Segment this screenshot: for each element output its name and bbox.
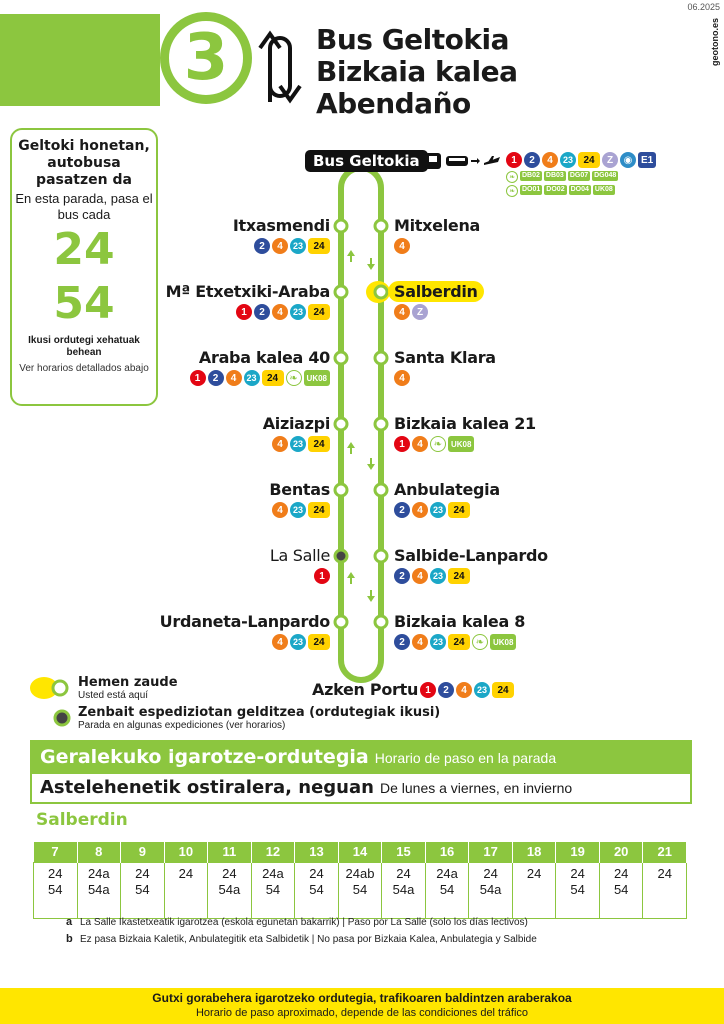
stop-marker	[375, 484, 387, 496]
partial-stop-marker	[335, 550, 347, 562]
down-arrow-icon	[367, 258, 375, 270]
issue-date: 06.2025	[687, 2, 720, 12]
up-arrow-icon	[347, 250, 355, 262]
stop-name: Bizkaia kalea 21	[394, 414, 536, 433]
line-badge: UK08	[448, 436, 474, 452]
hour-header: 18	[512, 842, 556, 862]
legend-partial: Zenbait espediziotan gelditzea (ordutegiak ikusi) Parada en algunas expediciones (ver horarios)	[78, 705, 441, 731]
up-arrow-icon	[347, 442, 355, 454]
line-badge: 23	[290, 238, 306, 254]
line-badge: 24	[308, 238, 330, 254]
stop-marker	[335, 484, 347, 496]
line-badge: 4	[272, 238, 288, 254]
line-badge: 23	[430, 634, 446, 650]
bizkaibus-icon: ◉	[620, 152, 636, 168]
minutes-cell: 24a 54a	[77, 862, 121, 918]
stop-lines	[394, 436, 474, 452]
route-tag: UK08	[594, 186, 613, 193]
stop-name: La Salle	[269, 546, 330, 565]
stop-name: Mª Etxetxiki-Araba	[165, 282, 330, 301]
route-map	[0, 140, 724, 700]
line-badge: 2	[438, 682, 454, 698]
line-badge: 2	[394, 568, 410, 584]
stop-name: Urdaneta-Lanpardo	[159, 612, 330, 631]
stop-lines	[236, 304, 330, 320]
line-badge: 2	[394, 502, 410, 518]
line-badge: 4	[394, 304, 410, 320]
timetable	[33, 842, 687, 919]
frequency-title-eu: Geltoki honetan, autobusa pasatzen da	[18, 138, 150, 188]
hour-header: 10	[164, 842, 208, 862]
down-arrow-icon	[367, 458, 375, 470]
frequency-note-eu: Ikusi ordutegi xehatuak behean	[28, 335, 140, 358]
hour-header: 20	[599, 842, 643, 862]
line-badge: 24	[492, 682, 514, 698]
note-b: b Ez pasa Bizkaia Kaletik, Anbulategitik eta Salbidetik | No pasa por Bizkaia Kalea, Anbulategia y Salbide	[66, 933, 537, 945]
minutes-cell: 24 54	[121, 862, 165, 918]
line-badge: 23	[290, 304, 306, 320]
hour-header: 12	[251, 842, 295, 862]
stop-marker	[375, 286, 387, 298]
route-title: Bus Geltokia Bizkaia kalea Abendaño	[316, 23, 518, 120]
line-badge: 23	[290, 436, 306, 452]
stop-name: Santa Klara	[394, 348, 496, 367]
line-badge: 23	[430, 502, 446, 518]
hour-header: 19	[556, 842, 600, 862]
line-number-badge: 3	[160, 12, 252, 104]
hour-header: 11	[208, 842, 252, 862]
footer-disclaimer: Gutxi gorabehera igarotzeko ordutegia, trafikoaren baldintzen araberakoa Horario de paso aproximado, depende de las condiciones del tráfico	[0, 988, 724, 1024]
line-badge: 24	[308, 634, 330, 650]
stop-marker	[335, 286, 347, 298]
minutes-cell: 24 54	[34, 862, 78, 918]
route-tag: DO01	[522, 186, 541, 193]
hour-header: 15	[382, 842, 426, 862]
hour-header: 16	[425, 842, 469, 862]
line-badge: 4	[412, 634, 428, 650]
line-badge: 4	[226, 370, 242, 386]
legend-here: Hemen zaude Usted está aquí	[78, 675, 178, 701]
stop-lines	[314, 568, 330, 584]
you-are-here-icon	[30, 676, 72, 700]
stop-name: Anbulategia	[394, 480, 500, 499]
line-badge: 1	[506, 152, 522, 168]
minutes-cell: 24 54a	[208, 862, 252, 918]
line-badge: 4	[412, 502, 428, 518]
minutes-cell: 24	[164, 862, 208, 918]
line-badge: 24	[578, 152, 600, 168]
line-badge: 4	[272, 502, 288, 518]
line-badge: 1	[420, 682, 436, 698]
stop-marker	[335, 220, 347, 232]
line-badge: UK08	[304, 370, 330, 386]
stop-lines	[272, 436, 330, 452]
line-badge: 4	[412, 436, 428, 452]
line-badge: 4	[412, 568, 428, 584]
hour-header: 14	[338, 842, 382, 862]
minutes-cell: 24 54a	[382, 862, 426, 918]
line-badge: 4	[272, 304, 288, 320]
stop-marker	[375, 550, 387, 562]
line-badge: 24	[308, 304, 330, 320]
note-a: a La Salle Ikastetxeatik igarotzea (eskola egunetan bakarrik) | Paso por La Salle (solo los días lectivos)	[66, 916, 528, 928]
line-badge: 23	[560, 152, 576, 168]
hour-header: 7	[34, 842, 78, 862]
line-badge: 2	[208, 370, 224, 386]
stop-name: Mitxelena	[394, 216, 481, 235]
minutes-cell: 24a 54	[251, 862, 295, 918]
line-badge: 23	[430, 568, 446, 584]
stop-lines	[394, 502, 470, 518]
line-badge: 24	[448, 502, 470, 518]
minutes-cell: 24 54	[295, 862, 339, 918]
transport-modes-icon	[424, 152, 502, 170]
down-arrow-icon	[367, 590, 375, 602]
minutes-cell: 24 54	[599, 862, 643, 918]
terminal-stop-label: Bus Geltokia	[305, 150, 428, 172]
line-badge: 2	[254, 238, 270, 254]
hour-header: 13	[295, 842, 339, 862]
route-tag: DB02	[522, 172, 540, 179]
line-badge: 4	[272, 634, 288, 650]
line-badge: 23	[290, 502, 306, 518]
line-badge: 1	[236, 304, 252, 320]
line-badge: 23	[474, 682, 490, 698]
line-badge: 4	[456, 682, 472, 698]
stop-lines	[394, 304, 428, 320]
stop-lines	[272, 502, 330, 518]
stop-marker	[375, 616, 387, 628]
route-tag: DO04	[570, 186, 589, 193]
line-badge: Z	[412, 304, 428, 320]
line-badge: 24	[308, 502, 330, 518]
line-badge: 2	[524, 152, 540, 168]
line-badge: E1	[638, 152, 656, 168]
schedule-stop-name: Salberdin	[36, 810, 128, 830]
stop-lines	[394, 634, 516, 650]
line-badge: 24	[262, 370, 284, 386]
line-badge: 23	[244, 370, 260, 386]
stop-name: Bentas	[269, 480, 330, 499]
up-arrow-icon	[347, 572, 355, 584]
minutes-cell: 24 54	[556, 862, 600, 918]
stop-name: Aiziazpi	[262, 414, 330, 433]
leaf-icon: ❧	[472, 634, 488, 650]
current-stop-name: Salberdin	[388, 281, 484, 302]
stop-marker	[375, 352, 387, 364]
minutes-cell: 24ab 54	[338, 862, 382, 918]
leaf-icon: ❧	[506, 185, 518, 197]
schedule-days: Astelehenetik ostiralera, neguan De lunes a viernes, en invierno	[30, 774, 692, 804]
line-badge: 1	[394, 436, 410, 452]
line-badge: 1	[190, 370, 206, 386]
schedule-title-bar: Geralekuko igarotze-ordutegia Horario de paso en la parada	[30, 740, 692, 774]
line-badge: UK08	[490, 634, 516, 650]
line-badge: 24	[448, 568, 470, 584]
line-badge: 4	[394, 238, 410, 254]
leaf-icon: ❧	[506, 171, 518, 183]
stop-marker	[335, 418, 347, 430]
minutes-cell: 24a 54	[425, 862, 469, 918]
stop-lines	[190, 370, 330, 386]
stop-name: Bizkaia kalea 8	[394, 612, 526, 631]
frequency-value: 54	[53, 278, 115, 329]
line-badge: 2	[254, 304, 270, 320]
route-tag: DG07	[569, 172, 589, 179]
stop-lines	[394, 568, 470, 584]
minutes-cell: 24 54a	[469, 862, 513, 918]
leaf-icon: ❧	[286, 370, 302, 386]
frequency-value: 24	[53, 224, 115, 275]
line-badge: 24	[308, 436, 330, 452]
stop-name: Salbide-Lanpardo	[394, 546, 548, 565]
minutes-cell: 24	[643, 862, 687, 918]
partial-stop-icon	[52, 708, 72, 728]
stop-lines	[394, 238, 410, 254]
hour-header: 8	[77, 842, 121, 862]
minutes-cell: 24	[512, 862, 556, 918]
hour-header: 21	[643, 842, 687, 862]
stop-marker	[335, 616, 347, 628]
leaf-icon: ❧	[430, 436, 446, 452]
frequency-note-es: Ver horarios detallados abajo	[19, 363, 149, 374]
bidirectional-arrows-icon	[256, 24, 304, 110]
stop-name: Itxasmendi	[232, 216, 330, 235]
direction-arrows	[347, 250, 375, 602]
line-badge: 24	[448, 634, 470, 650]
stop-marker	[375, 418, 387, 430]
end-stop-lines	[420, 682, 514, 698]
brand-logo: geotono.es	[710, 18, 720, 67]
stop-marker	[375, 220, 387, 232]
stop-name: Araba kalea 40	[198, 348, 330, 367]
stop-lines	[254, 238, 330, 254]
terminal-extra-lines	[506, 171, 626, 197]
terminal-lines	[506, 152, 656, 168]
route-tag: DB03	[545, 172, 564, 179]
route-tag: DG048	[594, 172, 617, 179]
hour-header: 17	[469, 842, 513, 862]
line-badge: 4	[272, 436, 288, 452]
line-badge: 2	[394, 634, 410, 650]
line-badge: Z	[602, 152, 618, 168]
stop-lines	[272, 634, 330, 650]
route-tag: DO02	[546, 186, 565, 193]
line-badge: 23	[290, 634, 306, 650]
header-band	[0, 14, 160, 106]
end-stop-name: Azken Portu	[312, 680, 419, 699]
line-badge: 4	[394, 370, 410, 386]
frequency-title-es: En esta parada, pasa el bus cada	[15, 191, 153, 222]
line-badge: 4	[542, 152, 558, 168]
hour-header: 9	[121, 842, 165, 862]
line-badge: 1	[314, 568, 330, 584]
stop-lines	[394, 370, 410, 386]
stop-marker	[335, 352, 347, 364]
